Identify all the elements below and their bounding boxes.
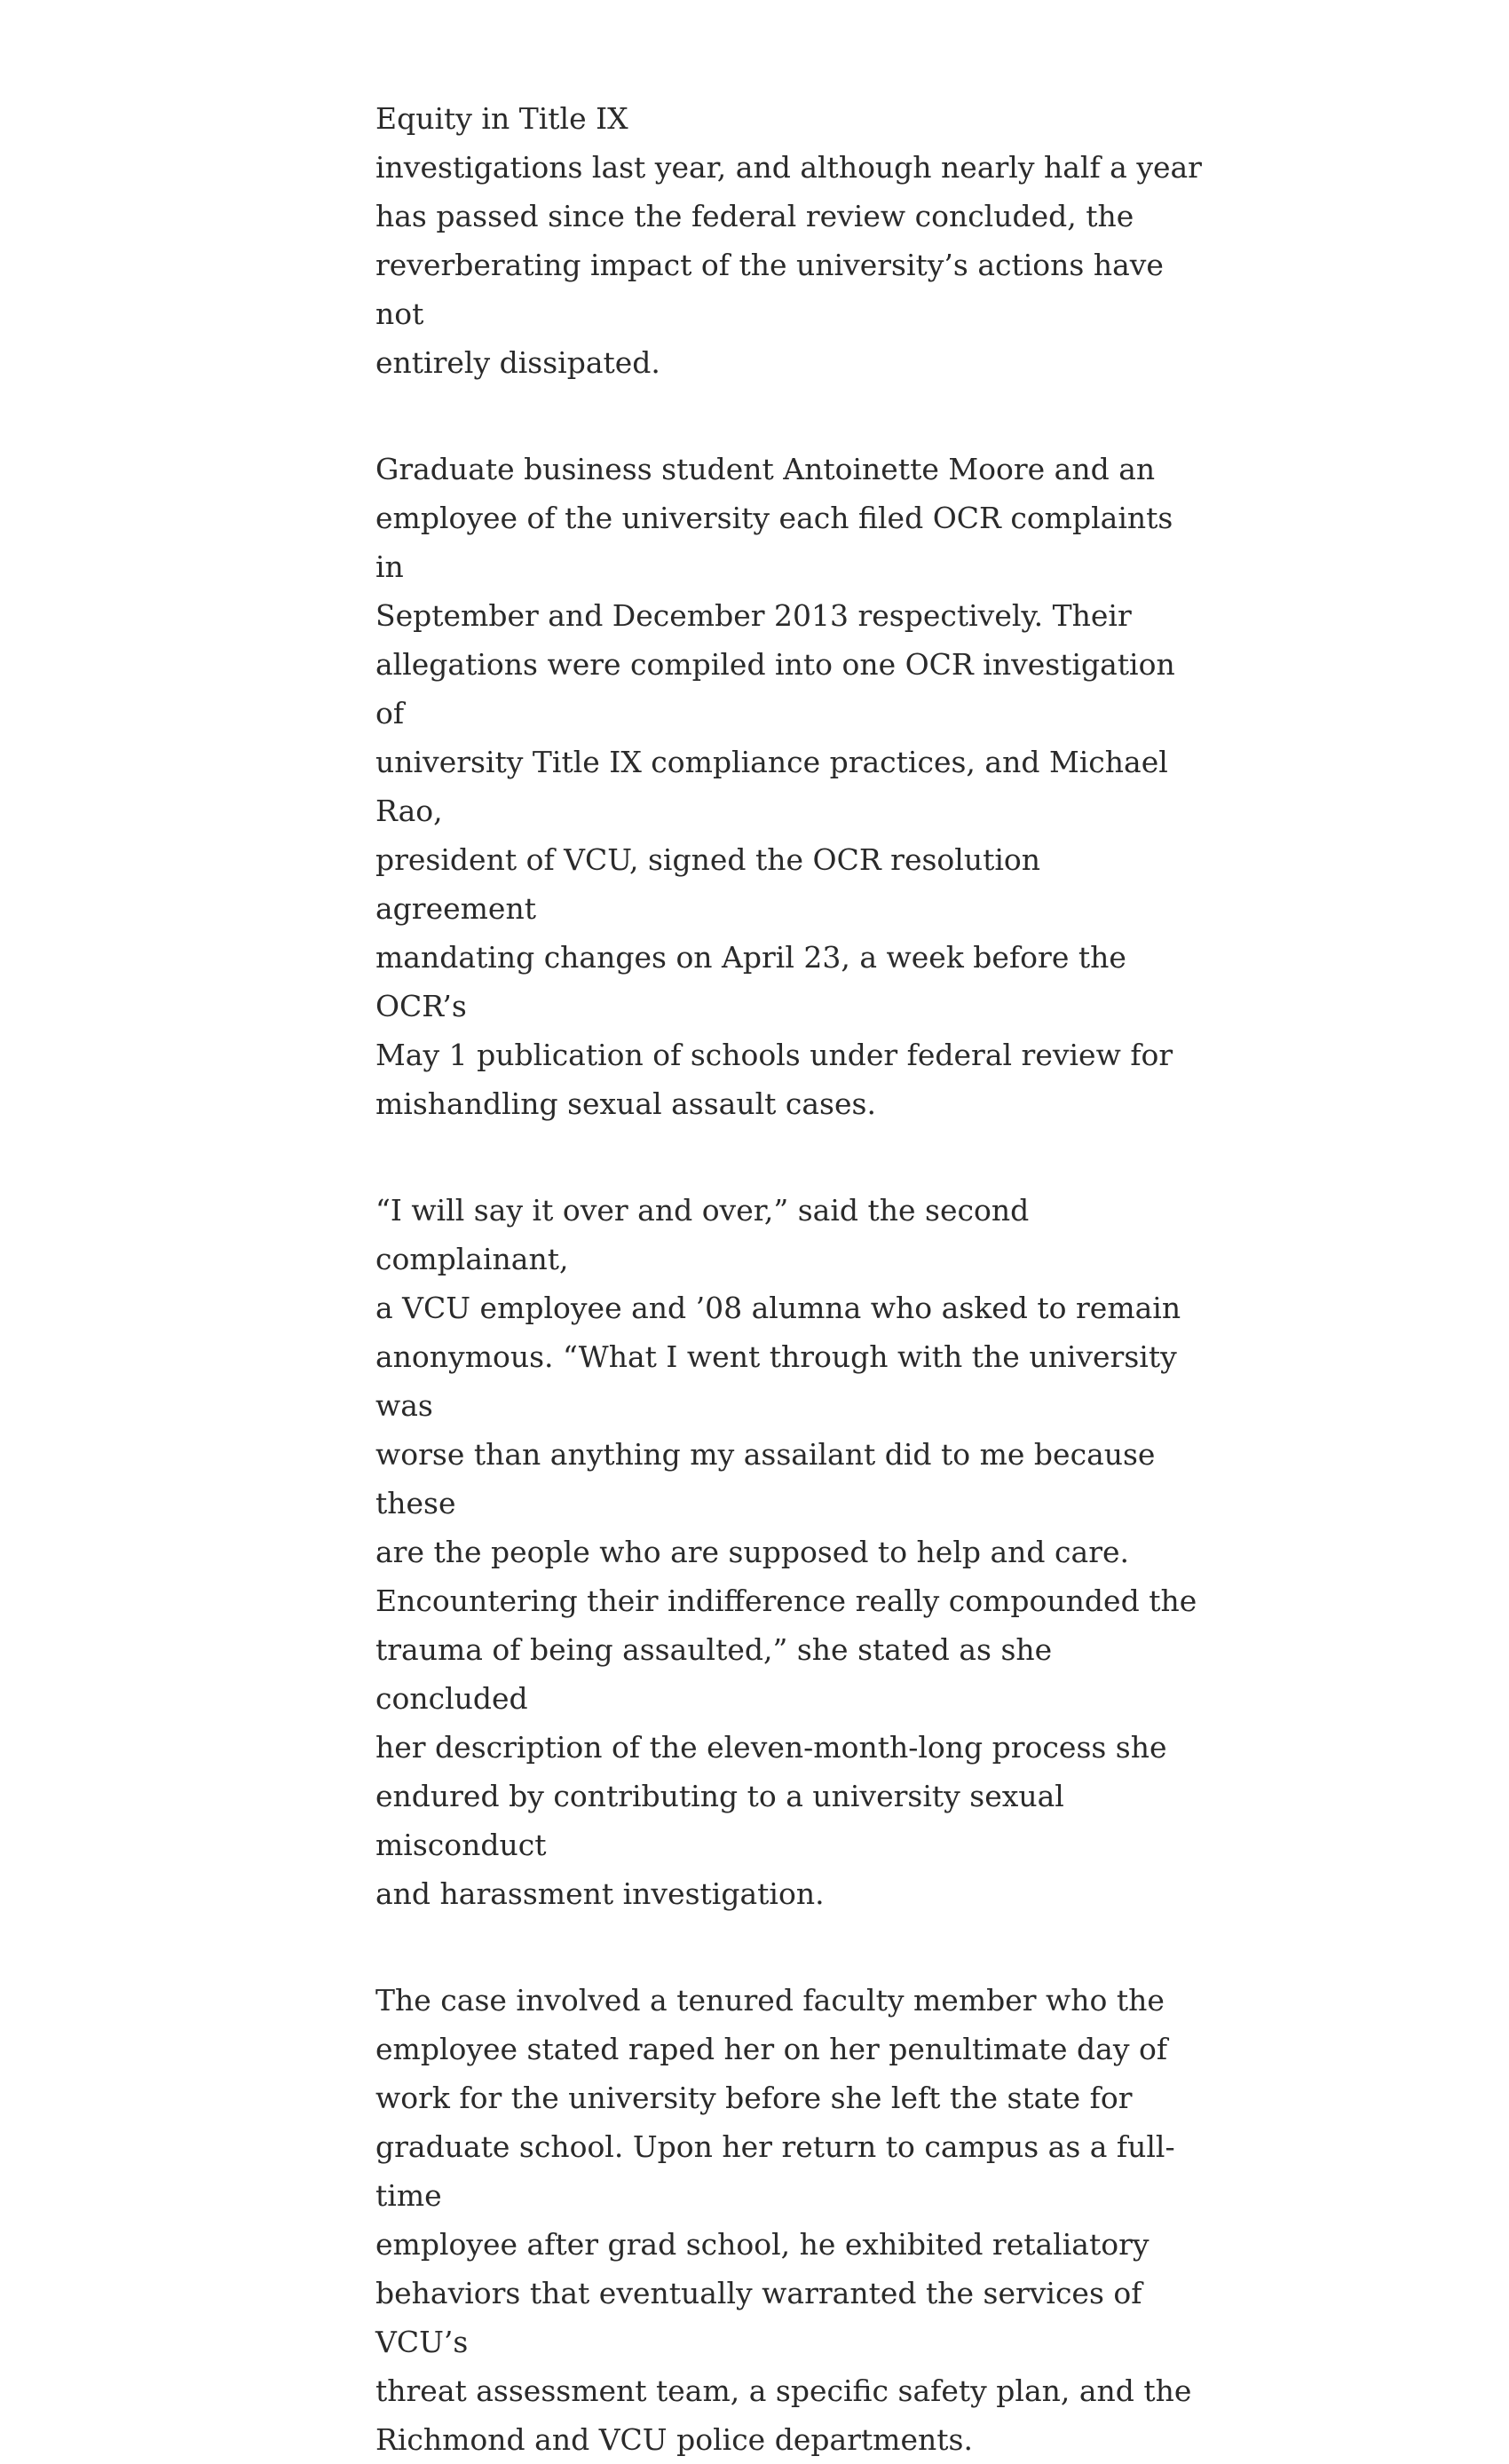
article-body bbox=[375, 94, 1210, 2464]
section-heading: Equity in Title IX bbox=[375, 101, 628, 136]
paragraph-3: “I will say it over and over,” said the second complainant, a VCU employee and ’08 alumna who asked to remain anonymous. “What I went through with the university was worse than anything my assailant did to me because these are the people who are supposed to help and care. Encountering their indifference really compounded the trauma of being assaulted,” she stated as she concluded her description of the eleven-month-long process she endured by contributing to a university sexual misconduct and harassment investigation. bbox=[375, 1193, 1197, 1911]
paragraph-1: investigations last year, and although nearly half a year has passed since the federal review concluded, the reverberating impact of the university’s actions have not entirely dissipated. bbox=[375, 150, 1202, 380]
paragraph-2: Graduate business student Antoinette Moore and an employee of the university each filed OCR complaints in September and December 2013 respectively. Their allegations were compiled into one OCR investigation of university Title IX compliance practices, and Michael Rao, president of VCU, signed the OCR resolution agreement mandating changes on April 23, a week before the OCR’s May 1 publication of schools under federal review for mishandling sexual assault cases. bbox=[375, 452, 1175, 1121]
paragraph-4: The case involved a tenured faculty member who the employee stated raped her on her penultimate day of work for the university before she left the state for graduate school. Upon her return to campus as a full-time employee after grad school, he exhibited retaliatory behaviors that eventually warranted the services of VCU’s threat assessment team, a specific safety plan, and the Richmond and VCU police departments. bbox=[375, 1983, 1192, 2457]
